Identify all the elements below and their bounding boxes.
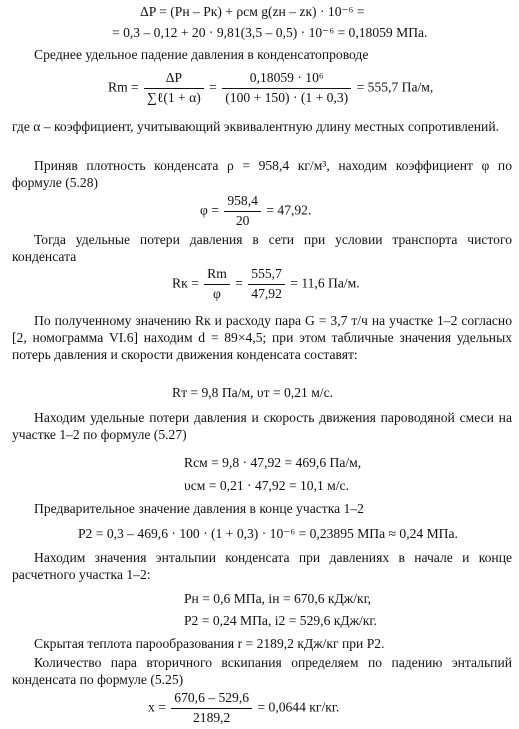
rk-result: = 11,6 Па/м. bbox=[290, 275, 360, 291]
equation-phi bbox=[200, 193, 311, 230]
equation-delta-p-line1: ΔP = (Pн – Pк) + ρсм g(zн – zк) · 10⁻⁶ = bbox=[140, 4, 365, 19]
equation-vsm: υсм = 0,21 · 47,92 = 10,1 м/с. bbox=[184, 478, 349, 493]
phi-numerator: 958,4 bbox=[224, 193, 261, 212]
paragraph-preliminary: Предварительное значение давления в конце участка 1–2 bbox=[34, 501, 364, 516]
equation-rt: Rт = 9,8 Па/м, υт = 0,21 м/с. bbox=[172, 385, 334, 400]
equation-rm: Rm = $\frac{\Delta P}{\text{∑ℓ(1 + α)}}$ = $\frac{\text{0,18059 · 10⁶}}{(100 + 150) \cdot (1 + 0,3)}$ = 555,7 Па/м, bbox=[108, 70, 434, 105]
rk-f1-numerator: Rm bbox=[204, 266, 230, 285]
x-fraction bbox=[171, 690, 252, 727]
rm-result: = 555,7 Па/м, bbox=[356, 79, 434, 95]
phi-lhs: φ = bbox=[200, 202, 219, 218]
x-result: = 0,0644 кг/кг. bbox=[257, 699, 340, 715]
equation-delta-p-line2: = 0,3 – 0,12 + 20 · 9,81(3,5 – 0,5) · 10⁻⁶ = 0,18059 МПа. bbox=[112, 25, 428, 40]
equation-rsm: Rсм = 9,8 · 47,92 = 469,6 Па/м, bbox=[184, 455, 362, 470]
x-denominator: 2189,2 bbox=[192, 709, 231, 725]
rk-f1-denominator: φ bbox=[213, 285, 221, 301]
paragraph-average-drop: Среднее удельное падение давления в конденсатопроводе bbox=[34, 47, 369, 62]
rk-f2-denominator: 47,92 bbox=[251, 285, 282, 301]
phi-fraction bbox=[224, 193, 261, 230]
rm-fraction-1 bbox=[144, 70, 204, 107]
equation-p2-i2: P2 = 0,24 МПа, i2 = 529,6 кДж/кг. bbox=[184, 613, 377, 628]
paragraph-nomogram: По полученному значению Rк и расходу пара G = 3,7 т/ч на участке 1–2 согласно [2, номограмма VI.6] находим d = 89×4,5; при этом табличные значения удельных потерь давления и скорости движения конденсата составят: bbox=[12, 313, 512, 362]
rk-f2-numerator: 555,7 bbox=[248, 266, 285, 285]
rm-lhs: Rm = bbox=[108, 79, 139, 95]
rm-fraction-2 bbox=[222, 70, 351, 107]
paragraph-losses: Тогда удельные потери давления в сети при условии транспорта чистого конденсата bbox=[12, 232, 512, 264]
equation-rk: Rк = $\frac{Rm}{\varphi}$ = $\frac{555,7}{47,92}$ = 11,6 Па/м. bbox=[172, 266, 360, 301]
equation-p2: P2 = 0,3 – 469,6 · 100 · (1 + 0,3) · 10⁻⁶ = 0,23895 МПа ≈ 0,24 МПа. bbox=[78, 526, 458, 541]
x-lhs: x = bbox=[148, 699, 166, 715]
rk-fraction-2 bbox=[248, 266, 285, 303]
equation-x bbox=[148, 690, 339, 727]
rm-f1-numerator: ΔP bbox=[144, 70, 204, 89]
rm-f1-denominator: ∑ℓ(1 + α) bbox=[147, 89, 201, 105]
rm-f2-numerator: 0,18059 · 10⁶ bbox=[222, 70, 351, 89]
paragraph-latent-heat: Скрытая теплота парообразования r = 2189,2 кДж/кг при P2. bbox=[34, 636, 385, 651]
rk-lhs: Rк = bbox=[172, 275, 199, 291]
phi-denominator: 20 bbox=[235, 212, 250, 228]
rk-fraction-1 bbox=[204, 266, 230, 303]
paragraph-secondary-steam: Количество пара вторичного вскипания определяем по падению энтальпий конденсата по формуле (5.25) bbox=[12, 655, 512, 687]
phi-result: = 47,92. bbox=[266, 202, 312, 218]
paragraph-enthalpy: Находим значения энтальпии конденсата при давлениях в начале и конце расчетного участка 1–2: bbox=[12, 550, 512, 582]
rm-f2-denominator: (100 + 150) · (1 + 0,3) bbox=[225, 89, 349, 105]
paragraph-density: Приняв плотность конденсата ρ = 958,4 кг/м³, находим коэффициент φ по формуле (5.28) bbox=[12, 158, 512, 190]
x-numerator: 670,6 – 529,6 bbox=[171, 690, 252, 709]
equation-pn-in: Pн = 0,6 МПа, iн = 670,6 кДж/кг, bbox=[184, 591, 372, 606]
paragraph-mixture: Находим удельные потери давления и скорость движения пароводяной смеси на участке 1–2 по формуле (5.27) bbox=[12, 410, 512, 442]
paragraph-alpha: где α – коэффициент, учитывающий эквивалентную длину местных сопротивлений. bbox=[12, 119, 499, 134]
